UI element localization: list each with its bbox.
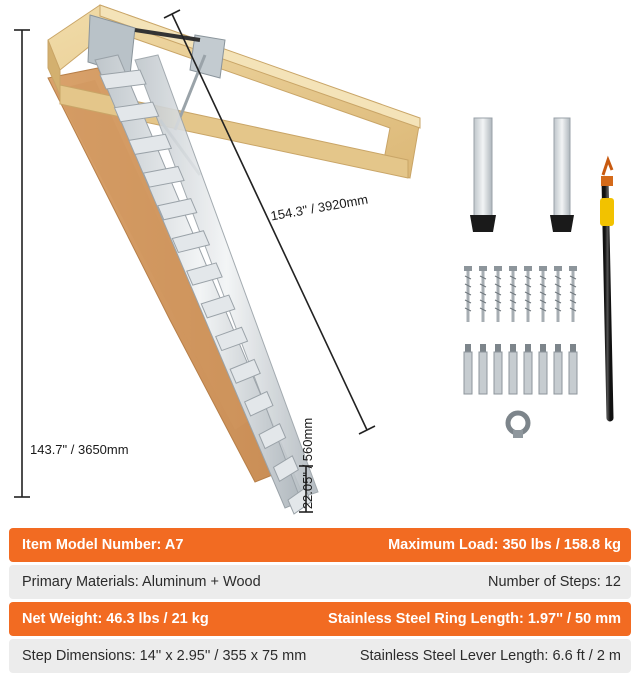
spec-left-text: Net Weight: 46.3 lbs / 21 kg: [22, 611, 209, 627]
expansion-bolt: [554, 344, 562, 394]
spec-row: [9, 602, 631, 636]
total-height-label: 143.7" / 3650mm: [30, 442, 129, 457]
screw: [464, 266, 472, 322]
expansion-bolt: [464, 344, 472, 394]
spec-table: [9, 528, 631, 676]
adjustable-feet: [470, 118, 574, 232]
spec-right-text: Stainless Steel Lever Length: 6.6 ft / 2 m: [359, 648, 621, 664]
expansion-bolt: [509, 344, 517, 394]
screws: [464, 266, 577, 322]
foot-height-label: 22.05" / 560mm: [300, 417, 316, 510]
spec-row: [9, 565, 631, 599]
spec-left-text: Primary Materials: Aluminum + Wood: [22, 574, 261, 590]
ladder-length-label: 154.3" / 3920mm: [269, 191, 370, 224]
spec-row: [9, 528, 631, 562]
spec-right-text: Stainless Steel Ring Length: 1.97'' / 50 mm: [328, 611, 621, 627]
screw: [524, 266, 532, 322]
screw: [539, 266, 547, 322]
screw: [569, 266, 577, 322]
stainless-steel-ring: [508, 413, 528, 438]
spec-right-text: Number of Steps: 12: [488, 574, 621, 590]
screw: [479, 266, 487, 322]
screw: [509, 266, 517, 322]
expansion-bolt: [569, 344, 577, 394]
expansion-bolt: [479, 344, 487, 394]
expansion-bolt: [524, 344, 532, 394]
spec-left-text: Step Dimensions: 14'' x 2.95'' / 355 x 75 mm: [22, 648, 307, 664]
stainless-steel-lever: [600, 160, 614, 418]
screw: [554, 266, 562, 322]
height-dimension-line: [14, 30, 30, 497]
screw: [494, 266, 502, 322]
spec-row: [9, 639, 631, 673]
expansion-bolt: [494, 344, 502, 394]
expansion-bolts: [464, 344, 577, 394]
spec-left-text: Item Model Number: A7: [22, 537, 184, 553]
expansion-bolt: [539, 344, 547, 394]
spec-right-text: Maximum Load: 350 lbs / 158.8 kg: [388, 537, 621, 553]
